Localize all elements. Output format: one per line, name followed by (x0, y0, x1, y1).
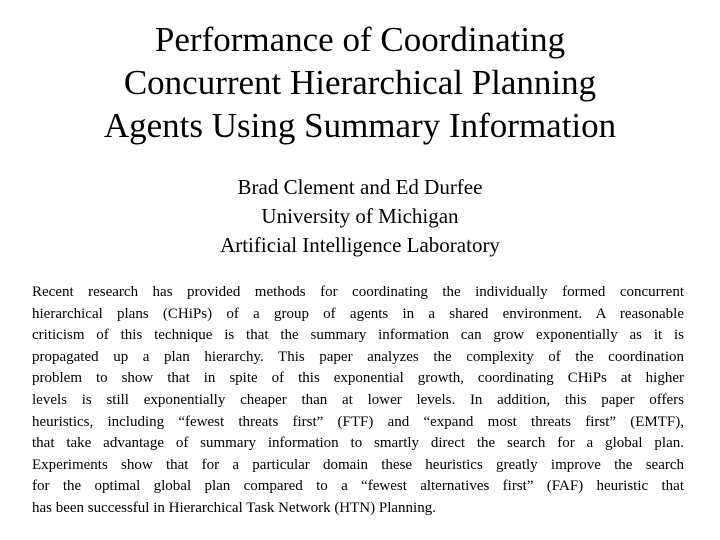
abstract-line: Recent research has provided methods for coordinating the individually formed concurrent (32, 284, 684, 300)
abstract-line-last: has been successful in Hierarchical Task Network (HTN) Planning. (32, 499, 436, 516)
abstract-line: levels is still exponentially cheaper than at lower levels. In addition, this paper offers (32, 391, 684, 408)
title-line-3: Agents Using Summary Information (103, 106, 617, 145)
abstract-line: criticism of this technique is that the summary information can grow exponentially as it is (32, 327, 684, 344)
authors: Brad Clement and Ed Durfee (237, 175, 483, 199)
title-line-2: Concurrent Hierarchical Planning (123, 63, 597, 102)
abstract-line: heuristics, including “fewest threats first” (FTF) and “expand most threats first” (EMTF), (32, 413, 684, 430)
abstract-line: that take advantage of summary information to smartly direct the search for a global plan. (32, 435, 684, 452)
institution: University of Michigan (261, 204, 459, 228)
title-line-1: Performance of Coordinating (154, 20, 566, 59)
abstract-line: hierarchical plans (CHiPs) of a group of agents in a shared environment. A reasonable (32, 305, 684, 322)
abstract-line: Experiments show that for a particular domain these heuristics greatly improve the search (32, 456, 684, 473)
abstract-line: problem to show that in spite of this exponential growth, coordinating CHiPs at higher (32, 370, 684, 387)
author-block (0, 173, 720, 260)
lab-name: Artificial Intelligence Laboratory (220, 233, 500, 257)
abstract-line: propagated up a plan hierarchy. This paper analyzes the complexity of the coordination (32, 348, 684, 365)
abstract-line: for the optimal global plan compared to a “fewest alternatives first” (FAF) heuristic that (32, 478, 684, 495)
abstract-paragraph (32, 282, 684, 520)
paper-title (0, 18, 720, 147)
